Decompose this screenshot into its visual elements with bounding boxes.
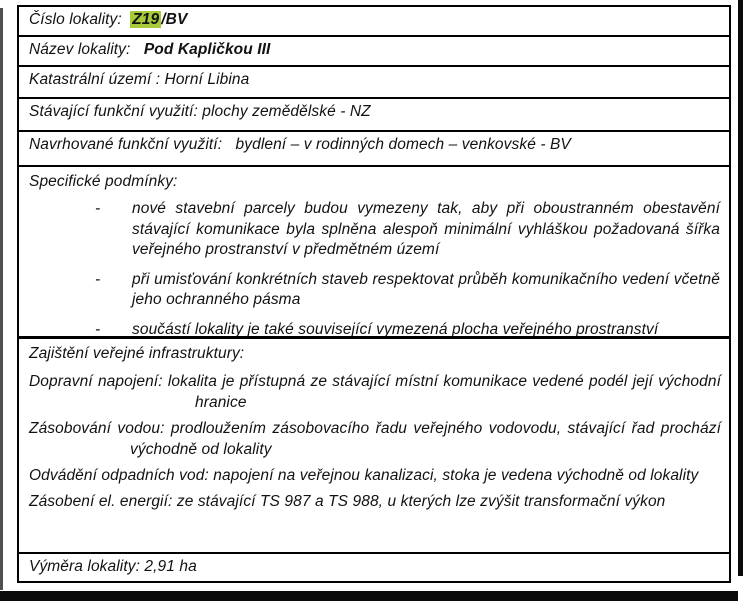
nazev-lokality-label: Název lokality: — [29, 41, 131, 58]
list-item — [29, 270, 722, 311]
locality-spec-table — [17, 5, 731, 583]
navrhovane-vyuziti-label: Navrhované funkční využití: — [29, 136, 223, 153]
scan-edge-left — [0, 8, 3, 590]
katastralni-uzemi-value: Horní Libina — [164, 71, 250, 88]
list-item — [29, 199, 722, 261]
dopravni-napojeni — [29, 371, 722, 413]
odvadeni-odpadnich-vod-text: napojení na veřejnou kanalizaci, stoka je vedena východně od lokality — [213, 467, 699, 484]
vymera-lokality-label: Výměra lokality: — [29, 558, 140, 575]
bullet-text: součástí lokality je také související vymezená plocha veřejného prostranství — [132, 320, 659, 336]
cislo-lokality-label: Číslo lokality: — [29, 11, 122, 28]
bullet-dash: - — [95, 320, 101, 336]
scan-edge-bottom — [0, 591, 738, 601]
bullet-text: nové stavební parcely budou vymezeny tak, aby při oboustranném obestavění stávající komunikace byla splněna alespoň minimální vyhláškou požadovaná šířka veřejného prostranství v předmětném území — [132, 200, 720, 258]
locality-code-highlight: Z19 — [132, 11, 160, 28]
katastralni-uzemi-label: Katastrální území : — [29, 71, 161, 88]
row-cislo-lokality — [19, 7, 729, 35]
row-verejna-infrastruktura — [19, 336, 729, 552]
zasobovani-vodou-label: Zásobování vodou: — [29, 420, 165, 437]
bullet-dash: - — [95, 270, 101, 288]
row-nazev-lokality — [19, 35, 729, 65]
odvadeni-odpadnich-vod-label: Odvádění odpadních vod: — [29, 467, 209, 484]
nazev-lokality-value: Pod Kapličkou III — [143, 41, 271, 58]
bullet-text: při umisťování konkrétních staveb respektovat průběh komunikačního vedení včetně jeho ochranného pásma — [132, 270, 720, 308]
locality-code-suffix: /BV — [161, 11, 188, 28]
zasobovani-vodou-text: prodloužením zásobovacího řadu veřejného vodovodu, stávající řad prochází východně od lokality — [130, 420, 721, 458]
row-katastralni-uzemi — [19, 65, 729, 97]
bullet-dash: - — [95, 200, 101, 217]
stavajici-vyuziti-label: Stávající funkční využití: — [29, 103, 198, 120]
infrastruktura-label: Zajištění veřejné infrastruktury: — [29, 345, 245, 362]
odvadeni-odpadnich-vod — [29, 465, 722, 486]
row-vymera-lokality — [19, 552, 729, 581]
scan-edge-right — [738, 0, 743, 576]
stavajici-vyuziti-value: plochy zemědělské - NZ — [202, 103, 371, 120]
zasobeni-energii-text: ze stávající TS 987 a TS 988, u kterých lze zvýšit transformační výkon — [176, 493, 666, 510]
row-navrhovane-vyuziti — [19, 130, 729, 165]
dopravni-napojeni-label: Dopravní napojení: — [29, 373, 163, 390]
specificke-podminky-label: Specifické podmínky: — [29, 173, 178, 190]
zasobeni-energii-label: Zásobení el. energií: — [29, 493, 173, 510]
zasobovani-vodou — [29, 418, 722, 460]
vymera-lokality-value: 2,91 ha — [144, 558, 197, 575]
list-item — [29, 320, 722, 337]
zasobeni-energii — [29, 491, 722, 512]
locality-code — [130, 11, 187, 28]
row-specificke-podminky — [19, 165, 729, 336]
dopravni-napojeni-text: lokalita je přístupná ze stávající místní komunikace vedené podél její východní hranice — [167, 373, 721, 411]
row-stavajici-vyuziti — [19, 97, 729, 130]
navrhovane-vyuziti-value: bydlení – v rodinných domech – venkovské - BV — [235, 136, 571, 153]
